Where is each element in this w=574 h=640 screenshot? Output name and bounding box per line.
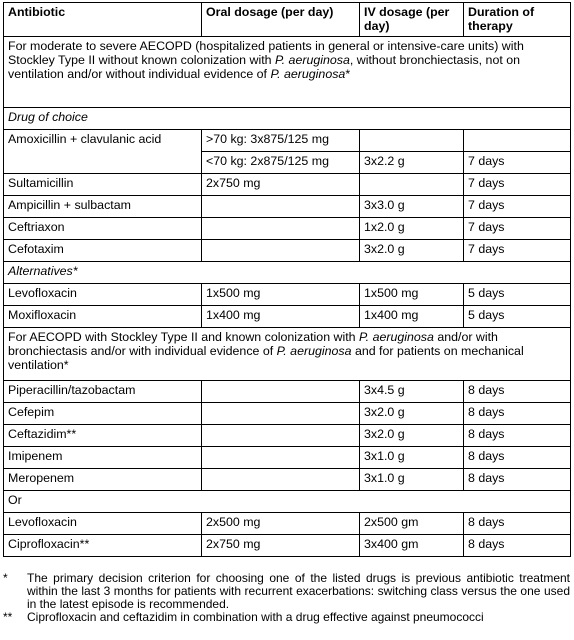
oral-dosage: 1x500 mg: [202, 284, 360, 306]
oral-dosage: 1x400 mg: [202, 306, 360, 328]
footnote-text: The primary decision criterion for choosing one of the listed drugs is previous antibiotic treatment within the last 3 months for patients with recurrent exacerbations: switching class versus the one used in the latest episode is recommended.: [27, 571, 570, 611]
subheader-or-row: [4, 491, 571, 513]
table-row: [4, 306, 571, 328]
oral-dosage: <70 kg: 2x875/125 mg: [202, 152, 360, 174]
antibiotic-name: Ceftazidim**: [4, 425, 202, 447]
table-row: [4, 381, 571, 403]
antibiotic-name: Ciprofloxacin**: [4, 535, 202, 557]
duration: [464, 130, 571, 152]
iv-dosage: [360, 130, 464, 152]
subheader-alternatives-row: [4, 262, 571, 284]
table-row: [4, 240, 571, 262]
oral-dosage: [202, 425, 360, 447]
section-text-part: , without bronchiectasis, not on ventilation and/or without individual evidence of: [8, 53, 520, 81]
footnote-mark: **: [3, 610, 13, 624]
section-row-moderate: [4, 37, 571, 108]
table-row: [4, 403, 571, 425]
antibiotic-name: Meropenem: [4, 469, 202, 491]
iv-dosage: 2x500 gm: [360, 513, 464, 535]
antibiotic-name: Levofloxacin: [4, 284, 202, 306]
oral-dosage: >70 kg: 3x875/125 mg: [202, 130, 360, 152]
section-text-italic: P. aeruginosa: [275, 53, 350, 67]
duration: 7 days: [464, 196, 571, 218]
section-text-part: *: [345, 67, 351, 81]
table-row: [4, 196, 571, 218]
oral-dosage: [202, 447, 360, 469]
duration: 7 days: [464, 174, 571, 196]
subheader-drug-of-choice: Drug of choice: [4, 108, 571, 130]
oral-dosage: [202, 218, 360, 240]
duration: 5 days: [464, 284, 571, 306]
header-antibiotic: Antibiotic: [4, 3, 202, 37]
oral-dosage: 2x500 mg: [202, 513, 360, 535]
subheader-alternatives: Alternatives*: [4, 262, 571, 284]
table-row: [4, 447, 571, 469]
antibiotic-name: Amoxicillin + clavulanic acid: [4, 130, 202, 174]
section-text-part: For moderate to severe AECOPD (hospitalized patients in general or intensive-care units) with Stockley Type II without known colonization with: [8, 39, 524, 67]
iv-dosage: 3x4.5 g: [360, 381, 464, 403]
duration: 7 days: [464, 218, 571, 240]
antibiotic-name: Imipenem: [4, 447, 202, 469]
section-text-part: and/or with bronchiectasis and/or with individual evidence of: [8, 330, 498, 358]
header-duration: Duration of therapy: [464, 3, 571, 37]
section-moderate-text: [4, 37, 571, 108]
antibiotic-name: Cefotaxim: [4, 240, 202, 262]
iv-dosage: 3x3.0 g: [360, 196, 464, 218]
table-row: [4, 469, 571, 491]
table-row: [4, 130, 571, 152]
iv-dosage: 3x400 gm: [360, 535, 464, 557]
oral-dosage: [202, 469, 360, 491]
antibiotic-table: [3, 2, 571, 557]
antibiotic-name: Ceftriaxon: [4, 218, 202, 240]
antibiotic-name: Cefepim: [4, 403, 202, 425]
duration: 8 days: [464, 381, 571, 403]
header-oral-dosage: Oral dosage (per day): [202, 3, 360, 37]
duration: 8 days: [464, 535, 571, 557]
section-known-colonization-text: [4, 328, 571, 381]
table-row: [4, 425, 571, 447]
iv-dosage: 3x1.0 g: [360, 447, 464, 469]
oral-dosage: 2x750 mg: [202, 535, 360, 557]
table-row: [4, 535, 571, 557]
section-text-part: For AECOPD with Stockley Type II and known colonization with: [8, 330, 360, 344]
iv-dosage: 1x2.0 g: [360, 218, 464, 240]
iv-dosage: 3x2.0 g: [360, 425, 464, 447]
oral-dosage: [202, 196, 360, 218]
duration: 8 days: [464, 403, 571, 425]
duration: 7 days: [464, 240, 571, 262]
section-row-known-colonization: [4, 328, 571, 381]
subheader-drug-of-choice-row: [4, 108, 571, 130]
section-text-italic: P. aeruginosa: [276, 344, 352, 358]
section-text-part: and for patients on mechanical ventilation*: [8, 344, 524, 372]
footnotes: [3, 572, 570, 624]
duration: 5 days: [464, 306, 571, 328]
oral-dosage: [202, 240, 360, 262]
duration: 7 days: [464, 152, 571, 174]
antibiotic-name: Ampicillin + sulbactam: [4, 196, 202, 218]
oral-dosage: 2x750 mg: [202, 174, 360, 196]
footnote-mark: *: [3, 571, 8, 585]
antibiotic-name: Levofloxacin: [4, 513, 202, 535]
subheader-or: Or: [4, 491, 571, 513]
iv-dosage: [360, 174, 464, 196]
iv-dosage: 3x2.0 g: [360, 403, 464, 425]
iv-dosage: 1x400 mg: [360, 306, 464, 328]
duration: 8 days: [464, 469, 571, 491]
table-row: [4, 513, 571, 535]
section-text-italic: P. aeruginosa: [270, 67, 346, 81]
iv-dosage: 3x1.0 g: [360, 469, 464, 491]
header-iv-dosage: IV dosage (per day): [360, 3, 464, 37]
iv-dosage: 3x2.2 g: [360, 152, 464, 174]
iv-dosage: 3x2.0 g: [360, 240, 464, 262]
duration: 8 days: [464, 513, 571, 535]
table-row: [4, 174, 571, 196]
duration: 8 days: [464, 447, 571, 469]
footnote: [3, 572, 570, 611]
section-text-italic: P. aeruginosa: [359, 330, 434, 344]
table-header-row: [4, 3, 571, 37]
oral-dosage: [202, 381, 360, 403]
antibiotic-name: Piperacillin/tazobactam: [4, 381, 202, 403]
footnote: [3, 611, 570, 624]
table-row: [4, 284, 571, 306]
iv-dosage: 1x500 mg: [360, 284, 464, 306]
footnote-text: Ciprofloxacin and ceftazidim in combination with a drug effective against pneumococci: [27, 610, 484, 624]
oral-dosage: [202, 403, 360, 425]
table-row: [4, 218, 571, 240]
antibiotic-name: Moxifloxacin: [4, 306, 202, 328]
antibiotic-name: Sultamicillin: [4, 174, 202, 196]
duration: 8 days: [464, 425, 571, 447]
